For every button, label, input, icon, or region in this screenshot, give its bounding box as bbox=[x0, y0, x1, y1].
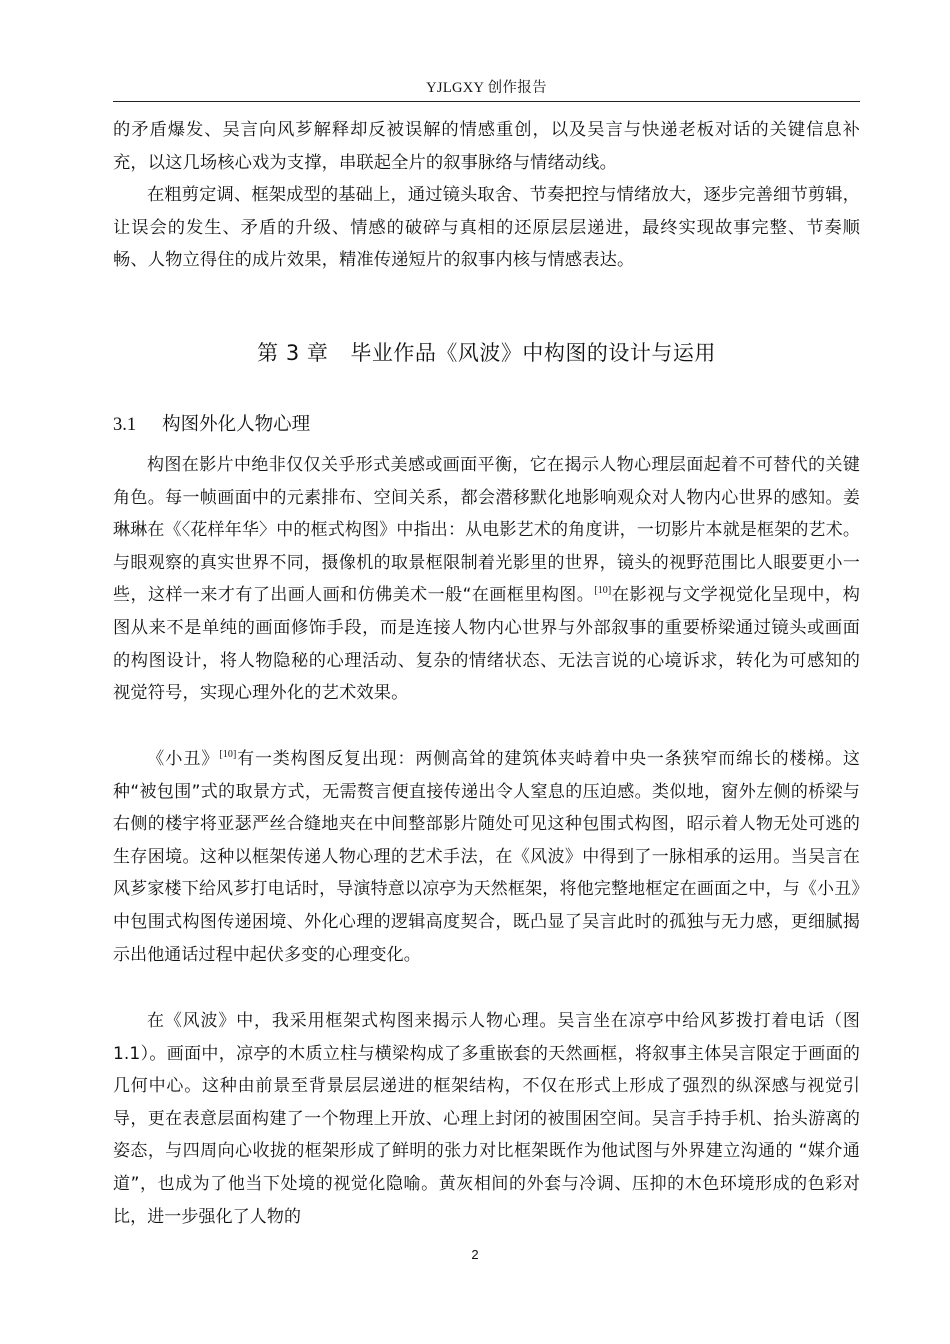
citation-ref: [10] bbox=[219, 749, 237, 760]
page-number: 2 bbox=[471, 1247, 479, 1262]
paragraph-body-2-text-a: 《小丑》 bbox=[147, 749, 220, 769]
chapter-title: 毕业作品《风波》中构图的设计与运用 bbox=[350, 341, 716, 365]
paragraph-body-1-text-a: 构图在影片中绝非仅仅关乎形式美感或画面平衡，它在揭示人物心理层面起着不可替代的关键角色。每一帧画面中的元素排布、空间关系，都会潜移默化地影响观众对人物内心世界的感知。姜琳琳在《〈花样年华〉中的框式构图》中指出：从电影艺术的角度讲，一切影片本就是框架的艺术。与眼观察的真实世界不同，摄像机的取景框限制着光影里的世界，镜头的视野范围比人眼要更小一些，这样一来才有了出画人画和仿佛美术一般“在画框里构图。 bbox=[113, 455, 860, 606]
citation-ref: [10] bbox=[594, 585, 612, 597]
paragraph-intro-1: 的矛盾爆发、吴言向风芗解释却反被误解的情感重创，以及吴言与快递老板对话的关键信息补充，以这几场核心戏为支撑，串联起全片的叙事脉络与情绪动线。 bbox=[113, 120, 860, 173]
paragraph-intro-2: 在粗剪定调、框架成型的基础上，通过镜头取舍、节奏把控与情绪放大，逐步完善细节剪辑，让误会的发生、矛盾的升级、情感的破碎与真相的还原层层递进，最终实现故事完整、节奏顺畅、人物立得住的成片效果，精准传递短片的叙事内核与情感表达。 bbox=[113, 185, 860, 271]
paragraph-body-2-text-b: 有一类构图反复出现：两侧高耸的建筑体夹峙着中央一条狭窄而绵长的楼梯。这种“被包围”式的取景方式，无需赘言便直接传递出令人窒息的压迫感。类似地，窗外左侧的桥梁与右侧的楼宇将亚瑟严丝合缝地夹在中间整部影片随处可见这种包围式构图，昭示着人物无处可逃的生存困境。这种以框架传递人物心理的艺术手法，在《风波》中得到了一脉相承的运用。当吴言在风芗家楼下给风芗打电话时，导演特意以凉亭为天然框架，将他完整地框定在画面之中，与《小丑》中包围式构图传递困境、外化心理的逻辑高度契合，既凸显了吴言此时的孤独与无力感，更细腻揭示出他通话过程中起伏多变的心理变化。 bbox=[113, 749, 860, 965]
section-number: 3.1 bbox=[113, 415, 137, 435]
chapter-heading bbox=[113, 337, 860, 367]
section-title: 构图外化人物心理 bbox=[162, 414, 311, 435]
paragraph-body-2 bbox=[113, 743, 860, 971]
chapter-number: 第 3 章 bbox=[257, 341, 329, 365]
page-header: YJLGXY 创作报告 bbox=[426, 80, 547, 96]
paragraph-body-1-text-b: 在影视与文学视觉化呈现中，构图从来不是单纯的画面修饰手段，而是连接人物内心世界与外部叙事的重要桥梁通过镜头或画面的构图设计，将人物隐秘的心理活动、复杂的情绪状态、无法言说的心境诉求，转化为可感知的视觉符号，实现心理外化的艺术效果。 bbox=[113, 585, 860, 704]
paragraph-body-1 bbox=[113, 449, 860, 710]
header-divider bbox=[113, 101, 860, 102]
paragraph-body-3: 在《风波》中，我采用框架式构图来揭示人物心理。吴言坐在凉亭中给风芗拨打着电话（图 1.1）。画面中，凉亭的木质立柱与横梁构成了多重嵌套的天然画框，将叙事主体吴言限定于画面的几何中心。这种由前景至背景层层递进的框架结构，不仅在形式上形成了强烈的纵深感与视觉引导，更在表意层面构建了一个物理上开放、心理上封闭的被围困空间。吴言手持手机、抬头游离的姿态，与四周向心收拢的框架形成了鲜明的张力对比框架既作为他试图与外界建立沟通的 “媒介通道”，也成为了他当下处境的视觉化隐喻。黄灰相间的外套与冷调、压抑的木色环境形成的色彩对比，进一步强化了人物的 bbox=[113, 1011, 860, 1227]
section-heading bbox=[113, 410, 310, 436]
